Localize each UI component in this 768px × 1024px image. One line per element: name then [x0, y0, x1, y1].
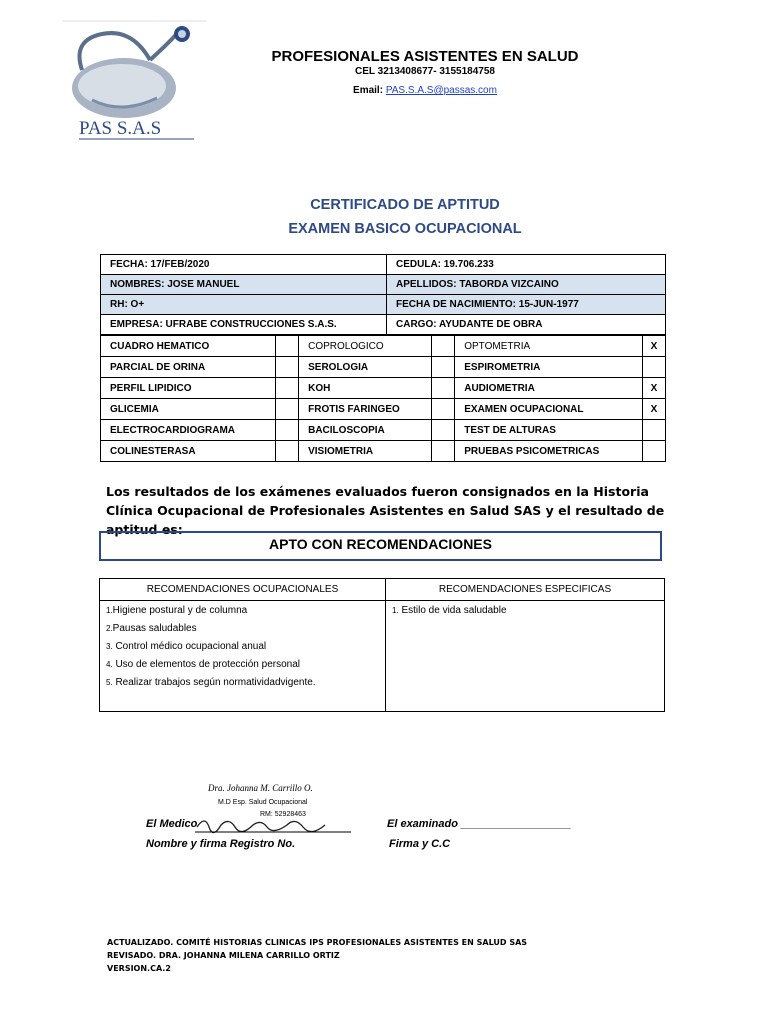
recommendation-number: 4. [106, 660, 113, 669]
exam-row [101, 441, 666, 462]
exams-table [100, 335, 666, 462]
recommendation-number: 3. [106, 642, 113, 651]
specific-header: RECOMENDACIONES ESPECIFICAS [386, 579, 665, 601]
occupational-header: RECOMENDACIONES OCUPACIONALES [100, 579, 386, 601]
recommendation-text: Uso de elementos de protección personal [112, 659, 301, 670]
doctor-sublabel: Nombre y firma Registro No. [146, 838, 296, 850]
exam-name-cell: FROTIS FARINGEO [299, 399, 432, 420]
exam-row [101, 357, 666, 378]
recommendation-item [392, 603, 658, 621]
exam-name-cell: OPTOMETRIA [455, 336, 643, 357]
aptitude-result: APTO CON RECOMENDACIONES [99, 531, 662, 561]
exam-name-cell: PERFIL LIPIDICO [101, 378, 276, 399]
recommendation-item [106, 657, 379, 675]
recommendation-item [106, 621, 379, 639]
exam-name-cell: KOH [299, 378, 432, 399]
recommendation-text: Higiene postural y de columna [112, 605, 248, 616]
footer-line-updated: ACTUALIZADO. COMITÉ HISTORIAS CLINICAS IPS PROFESIONALES ASISTENTES EN SALUD SAS [107, 938, 528, 947]
exam-mark-cell [276, 336, 299, 357]
exam-row [101, 378, 666, 399]
exam-name-cell: PRUEBAS PSICOMETRICAS [455, 441, 643, 462]
email-label: Email: [353, 85, 384, 96]
exam-mark-cell [643, 441, 666, 462]
company-phone: CEL 3213408677- 3155184758 [355, 66, 495, 77]
doctor-signature [195, 813, 355, 840]
exam-mark-cell: X [643, 378, 666, 399]
recommendation-text: Pausas saludables [112, 623, 197, 634]
examinee-sublabel: Firma y C.C [389, 838, 451, 850]
recommendation-number: 1. [392, 606, 399, 615]
recommendation-number: 5. [106, 678, 113, 687]
cargo-cell: CARGO: AYUDANTE DE OBRA [387, 315, 666, 335]
fecha-cell: FECHA: 17/FEB/2020 [101, 255, 387, 275]
certificate-subtitle: EXAMEN BASICO OCUPACIONAL [288, 221, 522, 237]
exam-name-cell: CUADRO HEMATICO [101, 336, 276, 357]
recommendation-number: 2. [106, 624, 113, 633]
exam-mark-cell [432, 336, 455, 357]
exam-mark-cell [276, 441, 299, 462]
exam-name-cell: VISIOMETRIA [299, 441, 432, 462]
exam-mark-cell: X [643, 336, 666, 357]
exam-mark-cell [276, 357, 299, 378]
exam-mark-cell [432, 357, 455, 378]
exam-mark-cell [432, 441, 455, 462]
recommendation-text: Realizar trabajos según normatividadvigente. [112, 677, 316, 688]
exam-mark-cell [432, 420, 455, 441]
stamp-name: Dra. Johanna M. Carrillo O. [208, 783, 313, 793]
specific-list [386, 601, 665, 712]
exam-name-cell: BACILOSCOPIA [299, 420, 432, 441]
recommendation-text: Estilo de vida saludable [398, 605, 507, 616]
exam-name-cell: AUDIOMETRIA [455, 378, 643, 399]
nacimiento-cell: FECHA DE NACIMIENTO: 15-JUN-1977 [387, 295, 666, 315]
recommendation-text: Control médico ocupacional anual [112, 641, 267, 652]
exam-row [101, 336, 666, 357]
recommendations-table [99, 578, 665, 712]
exam-name-cell: COPROLOGICO [299, 336, 432, 357]
exam-name-cell: TEST DE ALTURAS [455, 420, 643, 441]
exam-name-cell: PARCIAL DE ORINA [101, 357, 276, 378]
examinee-label: El examinado __________________ [387, 818, 572, 830]
stamp-rm: RM: 52928463 [260, 811, 306, 818]
exam-mark-cell: X [643, 399, 666, 420]
exam-mark-cell [276, 420, 299, 441]
document-footer [107, 936, 527, 975]
exam-name-cell: COLINESTERASA [101, 441, 276, 462]
exam-mark-cell [643, 420, 666, 441]
exam-mark-cell [432, 378, 455, 399]
patient-info-table [100, 254, 666, 335]
recommendation-item [106, 675, 379, 693]
exam-name-cell: ESPIROMETRIA [455, 357, 643, 378]
exam-name-cell: EXAMEN OCUPACIONAL [455, 399, 643, 420]
certificate-title: CERTIFICADO DE APTITUD [310, 197, 500, 213]
recommendation-number: 1. [106, 606, 113, 615]
exam-name-cell: SEROLOGIA [299, 357, 432, 378]
exam-mark-cell [643, 357, 666, 378]
exam-row [101, 399, 666, 420]
recommendation-item [106, 639, 379, 657]
cedula-cell: CEDULA: 19.706.233 [387, 255, 666, 275]
empresa-cell: EMPRESA: UFRABE CONSTRUCCIONES S.A.S. [101, 315, 387, 335]
exam-mark-cell [276, 378, 299, 399]
rh-cell: RH: O+ [101, 295, 387, 315]
occupational-list [100, 601, 386, 712]
recommendation-item [106, 603, 379, 621]
exam-mark-cell [276, 399, 299, 420]
apellidos-cell: APELLIDOS: TABORDA VIZCAINO [387, 275, 666, 295]
nombres-cell: NOMBRES: JOSE MANUEL [101, 275, 387, 295]
exam-row [101, 420, 666, 441]
results-statement: Los resultados de los exámenes evaluados fueron consignados en la Historia Clínica Ocupacional de Profesionales Asistentes en Salud SAS y el resultado de aptitud es: [106, 484, 665, 537]
stamp-title: M.D Esp. Salud Ocupacional [218, 799, 308, 806]
company-email-line [230, 85, 620, 96]
footer-line-version: VERSION.CA.2 [107, 964, 171, 973]
exam-name-cell: ELECTROCARDIOGRAMA [101, 420, 276, 441]
company-name: PROFESIONALES ASISTENTES EN SALUD [271, 48, 579, 65]
company-logo [62, 20, 208, 146]
exam-name-cell: GLICEMIA [101, 399, 276, 420]
footer-line-reviewed: REVISADO. DRA. JOHANNA MILENA CARRILLO ORTIZ [107, 951, 340, 960]
doctor-label: El Medico [146, 818, 198, 830]
exam-mark-cell [432, 399, 455, 420]
logo-text: PAS S.A.S [79, 118, 162, 139]
email-link[interactable]: PAS.S.A.S@passas.com [385, 85, 497, 96]
